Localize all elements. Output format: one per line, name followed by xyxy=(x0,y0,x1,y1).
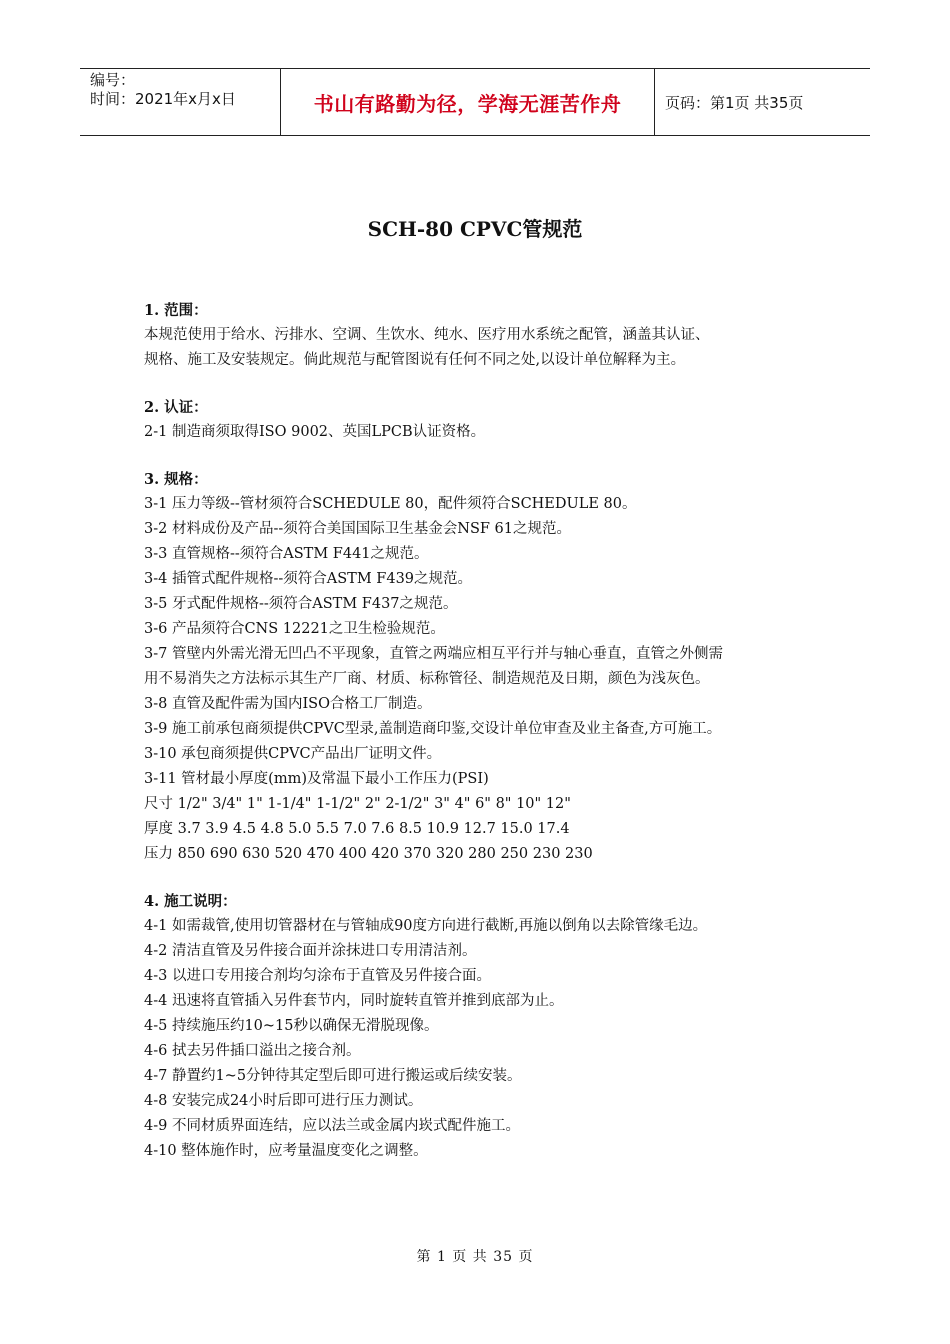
section-specification xyxy=(144,467,794,867)
paragraph-line: 4-6 拭去另件插口溢出之接合剂。 xyxy=(144,1043,361,1059)
number-label: 编号： xyxy=(90,71,136,89)
paragraph-line: 3-8 直管及配件需为国内ISO合格工厂制造。 xyxy=(144,696,432,712)
paragraph-line: 4-1 如需裁管,使用切管器材在与管轴成90度方向进行截断,再施以倒角以去除管缘毛边。 xyxy=(144,918,708,934)
paragraph-line: 3-9 施工前承包商须提供CPVC型录,盖制造商印鉴,交设计单位审查及业主备查,方可施工。 xyxy=(144,721,722,737)
section-heading: 1. 范围： xyxy=(144,302,208,319)
thickness-row: 厚度 3.7 3.9 4.5 4.8 5.0 5.5 7.0 7.6 8.5 10.9 12.7 15.0 17.4 xyxy=(144,821,570,837)
paragraph-line: 3-1 压力等级--管材须符合SCHEDULE 80，配件须符合SCHEDULE 80。 xyxy=(144,496,637,512)
paragraph-line: 4-2 清洁直管及另件接合面并涂抹进口专用清洁剂。 xyxy=(144,943,477,959)
document-header xyxy=(80,68,870,136)
paragraph-line: 3-4 插管式配件规格--须符合ASTM F439之规范。 xyxy=(144,571,473,587)
paragraph-line: 4-3 以进口专用接合剂均匀涂布于直管及另件接合面。 xyxy=(144,968,491,984)
paragraph-line: 3-2 材料成份及产品--须符合美国国际卫生基金会NSF 61之规范。 xyxy=(144,521,571,537)
paragraph-line: 4-8 安装完成24小时后即可进行压力测试。 xyxy=(144,1093,423,1109)
paragraph-line: 2-1 制造商须取得ISO 9002、英国LPCB认证资格。 xyxy=(144,424,486,440)
paragraph-line: 3-10 承包商须提供CPVC产品出厂证明文件。 xyxy=(144,746,442,762)
paragraph-line: 3-6 产品须符合CNS 12221之卫生检验规范。 xyxy=(144,621,445,637)
section-heading: 3. 规格： xyxy=(144,471,208,488)
paragraph-line: 3-7 管壁内外需光滑无凹凸不平现象，直管之两端应相互平行并与轴心垂直，直管之外侧需 xyxy=(144,646,723,662)
header-page-info: 页码：第1页 共35页 xyxy=(665,93,804,112)
time-label: 时间：2021年x月x日 xyxy=(90,90,236,108)
header-motto: 书山有路勤为径，学海无涯苦作舟 xyxy=(281,69,655,135)
page-footer: 第 1 页 共 35 页 xyxy=(416,1249,534,1265)
size-row: 尺寸 1/2" 3/4" 1" 1-1/4" 1-1/2" 2" 2-1/2" 3" 4" 6" 8" 10" 12" xyxy=(144,796,571,812)
section-construction xyxy=(144,889,794,1164)
paragraph-line: 规格、施工及安装规定。倘此规范与配管图说有任何不同之处,以设计单位解释为主。 xyxy=(144,352,686,368)
paragraph-line: 3-11 管材最小厚度(mm)及常温下最小工作压力(PSI) xyxy=(144,771,489,787)
section-heading: 2. 认证： xyxy=(144,399,208,416)
section-heading: 4. 施工说明： xyxy=(144,893,237,910)
paragraph-line: 3-3 直管规格--须符合ASTM F441之规范。 xyxy=(144,546,429,562)
section-certification xyxy=(144,395,794,445)
document-body xyxy=(144,298,794,1164)
section-scope xyxy=(144,298,794,373)
paragraph-line: 4-9 不同材质界面连结，应以法兰或金属内崁式配件施工。 xyxy=(144,1118,520,1134)
paragraph-line: 4-10 整体施作时，应考量温度变化之调整。 xyxy=(144,1143,428,1159)
paragraph-line: 3-5 牙式配件规格--须符合ASTM F437之规范。 xyxy=(144,596,458,612)
paragraph-line: 4-4 迅速将直管插入另件套节内，同时旋转直管并推到底部为止。 xyxy=(144,993,564,1009)
pressure-row: 压力 850 690 630 520 470 400 420 370 320 280 250 230 230 xyxy=(144,846,593,862)
paragraph-line: 本规范使用于给水、污排水、空调、生饮水、纯水、医疗用水系统之配管，涵盖其认证、 xyxy=(144,327,710,343)
paragraph-line: 4-7 静置约1~5分钟待其定型后即可进行搬运或后续安装。 xyxy=(144,1068,522,1084)
document-title: SCH-80 CPVC管规范 xyxy=(367,217,583,241)
header-meta xyxy=(80,69,281,135)
paragraph-line: 4-5 持续施压约10~15秒以确保无滑脱现像。 xyxy=(144,1018,439,1034)
paragraph-line: 用不易消失之方法标示其生产厂商、材质、标称管径、制造规范及日期，颜色为浅灰色。 xyxy=(144,671,710,687)
